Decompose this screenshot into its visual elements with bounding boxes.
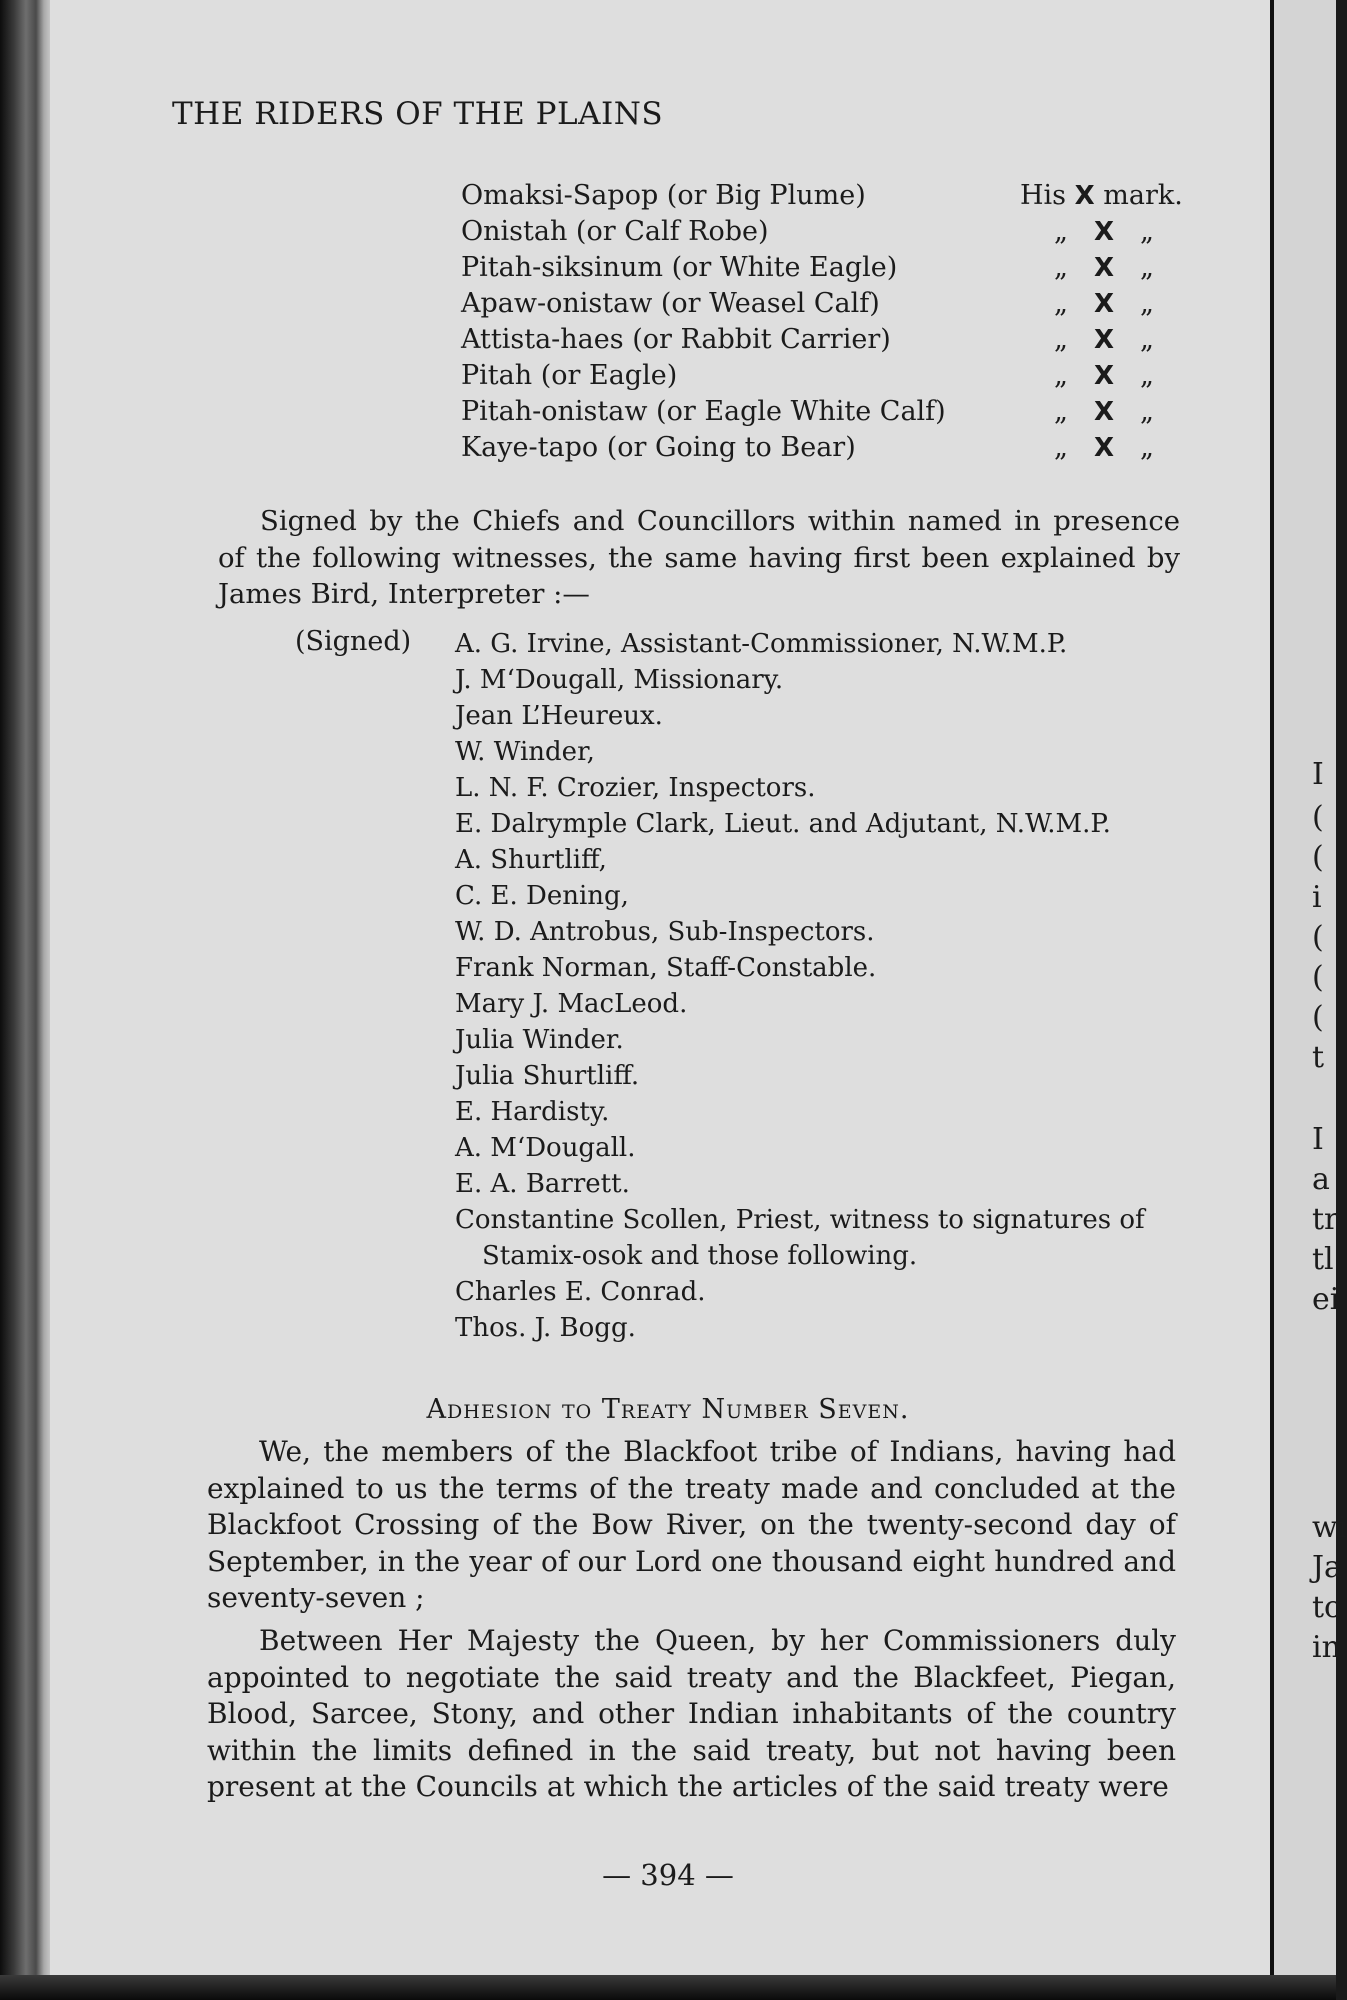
ditto-mark: „ [1140, 216, 1154, 247]
ditto-mark: „ [1140, 432, 1154, 463]
ditto-mark: „ [1054, 432, 1068, 463]
witness-line: C. E. Dening, [455, 881, 629, 911]
marks-row [0, 252, 1336, 288]
witness-line: Charles E. Conrad. [455, 1277, 706, 1307]
chief-name: Onistah (or Calf Robe) [461, 216, 769, 247]
ditto-mark: „ [1054, 360, 1068, 391]
witness-line: E. Hardisty. [455, 1097, 610, 1127]
page-bottom-shadow [0, 1975, 1336, 2000]
ditto-mark: „ [1140, 360, 1154, 391]
chief-name: Pitah-siksinum (or White Eagle) [461, 252, 898, 283]
x-mark: X [1093, 361, 1115, 391]
x-mark: X [1093, 217, 1115, 247]
edge-letter: I [1312, 1122, 1324, 1157]
his-mark-header [1020, 180, 1183, 211]
x-mark: X [1093, 397, 1115, 427]
chief-name: Pitah-onistaw (or Eagle White Calf) [461, 396, 946, 427]
marks-row [0, 396, 1336, 432]
witness-line: Mary J. MacLeod. [455, 989, 688, 1019]
ditto-mark-group [1040, 432, 1168, 463]
edge-letter: Ja [1312, 1550, 1342, 1585]
ditto-mark-group [1040, 396, 1168, 427]
edge-letter: ( [1312, 920, 1324, 955]
ditto-mark-group [1040, 216, 1168, 247]
edge-letter: ( [1312, 800, 1324, 835]
ditto-mark-group [1040, 252, 1168, 283]
chief-name: Apaw-onistaw (or Weasel Calf) [461, 288, 880, 319]
marks-row [0, 180, 1336, 216]
witness-line: Jean L’Heureux. [455, 701, 663, 731]
marks-row [0, 360, 1336, 396]
mark-label: mark. [1103, 180, 1183, 211]
edge-letter: ( [1312, 960, 1324, 995]
edge-letter: tr [1312, 1202, 1339, 1237]
chief-name: Attista-haes (or Rabbit Carrier) [461, 324, 891, 355]
witness-intro-paragraph: Signed by the Chiefs and Councillors within named in presence of the following witnesses, the same having first been explained by James Bird, Interpreter :— [218, 505, 1180, 610]
marks-row [0, 432, 1336, 468]
ditto-mark: „ [1140, 252, 1154, 283]
x-mark: X [1093, 433, 1115, 463]
witness-line: Julia Shurtliff. [455, 1061, 640, 1091]
edge-letter: in [1312, 1630, 1341, 1665]
ditto-mark: „ [1054, 288, 1068, 319]
edge-letter: to [1312, 1590, 1343, 1625]
witness-line: L. N. F. Crozier, Inspectors. [455, 773, 816, 803]
witness-line: A. Shurtliff, [455, 845, 607, 875]
ditto-mark: „ [1054, 252, 1068, 283]
signed-label: (Signed) [295, 626, 412, 657]
witness-line: W. Winder, [455, 737, 595, 767]
edge-letter: ( [1312, 840, 1324, 875]
witness-line: J. M‘Dougall, Missionary. [455, 665, 784, 695]
ditto-mark: „ [1054, 324, 1068, 355]
ditto-mark: „ [1054, 396, 1068, 427]
marks-row [0, 324, 1336, 360]
chief-name: Pitah (or Eagle) [461, 360, 678, 391]
ditto-mark: „ [1140, 396, 1154, 427]
edge-letter: I [1312, 757, 1324, 792]
x-mark: X [1093, 253, 1115, 283]
witness-line: E. A. Barrett. [455, 1169, 630, 1199]
ditto-mark-group [1040, 288, 1168, 319]
chief-name: Omaksi-Sapop (or Big Plume) [461, 180, 866, 211]
ditto-mark: „ [1140, 324, 1154, 355]
witness-line-continuation: Stamix-osok and those following. [482, 1241, 918, 1271]
x-mark: X [1093, 325, 1115, 355]
ditto-mark: „ [1054, 216, 1068, 247]
witness-line: Frank Norman, Staff-Constable. [455, 953, 877, 983]
page-number: — 394 — [602, 1858, 734, 1892]
x-mark: X [1093, 289, 1115, 319]
ditto-mark: „ [1140, 288, 1154, 319]
ditto-mark-group [1040, 360, 1168, 391]
his-label: His [1020, 180, 1067, 211]
witness-line: E. Dalrymple Clark, Lieut. and Adjutant, N.W.M.P. [455, 809, 1111, 839]
body-paragraph: Between Her Majesty the Queen, by her Commissioners duly appointed to negotiate the said treaty and the Blackfeet, Piegan, Blood, Sarcee, Stony, and other Indian inhabitants of the country within the limits defined in the said treaty, but not having been present at the Councils at which the articles of the said treaty were [207, 1624, 1176, 1803]
witness-line: A. G. Irvine, Assistant-Commissioner, N.W.M.P. [455, 629, 1068, 659]
body-paragraph: We, the members of the Blackfoot tribe of Indians, having had explained to us the terms of the treaty made and concluded at the Blackfoot Crossing of the Bow River, on the twenty-second day of September, in the year of our Lord one thousand eight hundred and seventy-seven ; [207, 1435, 1176, 1614]
witness-line: A. M‘Dougall. [455, 1133, 636, 1163]
x-mark: X [1074, 181, 1095, 211]
edge-letter: wi [1312, 1510, 1347, 1545]
running-head: THE RIDERS OF THE PLAINS [172, 96, 664, 132]
edge-letter: t [1312, 1040, 1325, 1075]
ditto-mark-group [1040, 324, 1168, 355]
witness-line: Thos. J. Bogg. [455, 1313, 636, 1343]
witness-line: W. D. Antrobus, Sub-Inspectors. [455, 917, 875, 947]
marks-row [0, 288, 1336, 324]
section-heading: Adhesion to Treaty Number Seven. [426, 1394, 910, 1425]
chief-name: Kaye-tapo (or Going to Bear) [461, 432, 856, 463]
witness-line: Julia Winder. [455, 1025, 624, 1055]
edge-letter: ( [1312, 1000, 1324, 1035]
edge-letter: tl [1312, 1242, 1334, 1277]
witness-line: Constantine Scollen, Priest, witness to signatures of [455, 1205, 1145, 1235]
edge-letter: i [1312, 880, 1322, 915]
edge-letter: a [1312, 1162, 1330, 1197]
marks-row [0, 216, 1336, 252]
edge-letter: ei [1312, 1282, 1340, 1317]
